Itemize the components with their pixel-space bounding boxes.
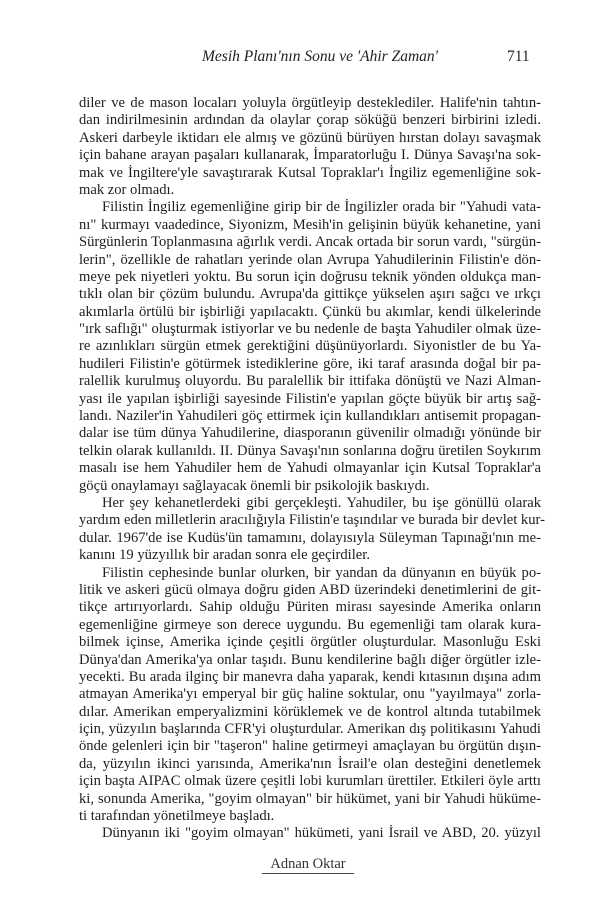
- text-line: tıklı olan bir çözüm bulundu. Avrupa'da gittikçe yükselen aşırı sağcı ve ırkçı: [79, 286, 541, 303]
- text-line: da, yüzyılın ikinci yarısında, Amerika'nın İsrail'e olan desteğini denetlemek: [79, 755, 541, 772]
- text-line: Dünya'dan Amerika'ya onlar taşıdı. Bunu kendilerine bağlı diğer örgütler izle-: [79, 651, 541, 668]
- text-line: ralellik kurulmuş oluyordu. Bu paralellik bir ittifaka dönüştü ve Nazi Alman-: [79, 373, 541, 390]
- text-line: yardım eden milletlerin aracılığıyla Filistin'e taşındılar ve burada bir devlet kur-: [79, 512, 545, 529]
- text-line: re azınlıkları sürgün etmek gerektiğini düşünüyorlardı. Siyonistler de bu Ya-: [79, 338, 541, 355]
- text-line: göçü onaylamayı sağlayacak önemli bir psikolojik baskıydı.: [79, 477, 430, 494]
- text-line: "ırk saflığı" oluşturmak istiyorlar ve bu nedenle de başta Yahudiler olmak üze-: [79, 321, 541, 338]
- text-line: dular. 1967'de ise Kudüs'ün tamamını, dolayısıyla Süleyman Tapınağı'nın me-: [79, 529, 541, 546]
- text-line: litik ve askeri gücü olmaya doğru giden ABD üzerindeki denetimlerini de git-: [79, 581, 541, 598]
- text-line: hudileri Filistin'e götürmek istediklerine göre, iki taraf arasında doğal bir pa-: [79, 355, 541, 372]
- text-line: için başta AIPAC olmak üzere çeşitli lobi kurumları ürettiler. Etkileri öyle arttı: [79, 773, 541, 790]
- text-line: önde gelenleri için bir "taşeron" haline getirmeyi amaçlayan bu örgütün dışın-: [79, 738, 541, 755]
- text-line: dalar ise tüm dünya Yahudilerine, diasporanın güvenilir olmadığı yönünde bir: [79, 425, 541, 442]
- text-line: için bahane arayan paşaları kullanarak, İmparatorluğu I. Dünya Savaşı'na sok-: [79, 147, 541, 164]
- paragraph-first-line: Her şey kehanetlerdeki gibi gerçekleşti. Yahudiler, bu işe gönüllü olarak: [102, 494, 541, 511]
- paragraph-first-line: Filistin İngiliz egemenliğine girip bir de İngilizler orada bir "Yahudi vata-: [102, 199, 541, 216]
- text-line: yecekti. Bu arada ilginç bir manevra daha yaparak, kendi kıtasının dışına adım: [79, 668, 541, 685]
- text-line: masalı ise hem Yahudiler hem de Yahudi olmayanlar için Kutsal Topraklar'a: [79, 460, 541, 477]
- text-line: diler ve de mason locaları yoluyla örgütleyip desteklediler. Halife'nin tahtın-: [79, 95, 541, 111]
- text-line: akımlarla örtülü bir işbirliği yapılacaktı. Çünkü bu akımlar, kendi ülkelerinde: [79, 303, 541, 320]
- text-line: mak ve İngiltere'yle savaştırarak Kutsal Topraklar'ı İngiliz egemenliğine sok-: [79, 164, 541, 181]
- running-title: Mesih Planı'nın Sonu ve 'Ahir Zaman': [202, 48, 438, 65]
- paragraph-first-line: Dünyanın iki "goyim olmayan" hükümeti, yani İsrail ve ABD, 20. yüzyıl: [102, 825, 541, 842]
- text-line: yası ile yapılan işbirliği sayesinde Filistin'e yapılan göçte büyük bir artış sağ-: [79, 390, 541, 407]
- text-line: tikçe artırıyorlardı. Sahip olduğu Püriten mirası sayesinde Amerika onların: [79, 599, 541, 616]
- text-line: nı" kurmayı vaadedince, Siyonizm, Mesih'in gelişinin büyük kehanetine, yani: [79, 216, 541, 233]
- text-line: ki, sonunda Amerika, "goyim olmayan" bir hükümet, yani bir Yahudi hüküme-: [79, 790, 541, 807]
- body-text: [79, 95, 545, 843]
- author-name: Adnan Oktar: [262, 856, 353, 874]
- text-line: için, yüzyılın başlarında CFR'yi oluşturdular. Amerikan dış politikasını Yahudi: [79, 721, 541, 738]
- text-line: Sürgünlerin Toplanmasına ağırlık verdi. Ancak ortada bir sorun vardı, "sürgün-: [79, 234, 541, 251]
- page-footer: [0, 855, 616, 874]
- text-line: Askeri darbeyle iktidarı ele almış ve gözünü bürüyen hırstan dolayı savaşmak: [79, 129, 541, 146]
- text-line: egemenliğine girmeye son derece uygundu. Bu egemenliği tam olarak kura-: [79, 616, 541, 633]
- text-line: kanını 19 yüzyıllık bir aradan sonra ele geçirdiler.: [79, 547, 370, 564]
- text-line: meye pek niyetleri yoktu. Bu sorun için doğrusu teknik yönden oldukça man-: [79, 268, 541, 285]
- text-line: telkin olarak kullanıldı. II. Dünya Savaşı'nın sonlarına doğru üretilen Soykırım: [79, 442, 541, 459]
- text-line: bilmek içinse, Amerika içinde çeşitli örgütler oluşturdular. Masonluğu Eski: [79, 634, 541, 651]
- page-header: [0, 48, 616, 72]
- text-line: ti tarafından yönetilmeye başladı.: [79, 808, 275, 825]
- text-line: dılar. Amerikan emperyalizmini körüklemek ve de kontrol altında tutabilmek: [79, 703, 541, 720]
- paragraph-first-line: Filistin cephesinde bunlar olurken, bir yandan da dünyanın en büyük po-: [102, 564, 541, 581]
- page-number: 711: [507, 48, 530, 65]
- text-line: atmayan Amerika'yı emperyal bir güç haline soktular, onu "yayılmaya" zorla-: [79, 686, 541, 703]
- text-line: lerin", özellikle de rahatları yerinde olan Avrupa Yahudilerinin Filistin'e dön-: [79, 251, 541, 268]
- text-line: dan indirilmesinin ardından da olaylar çorap söküğü benzeri birbirini izledi.: [79, 112, 541, 129]
- text-line: landı. Naziler'in Yahudileri göç ettirmek için kullandıkları antisemit propagan-: [79, 408, 541, 425]
- text-line: mak zor olmadı.: [79, 181, 175, 198]
